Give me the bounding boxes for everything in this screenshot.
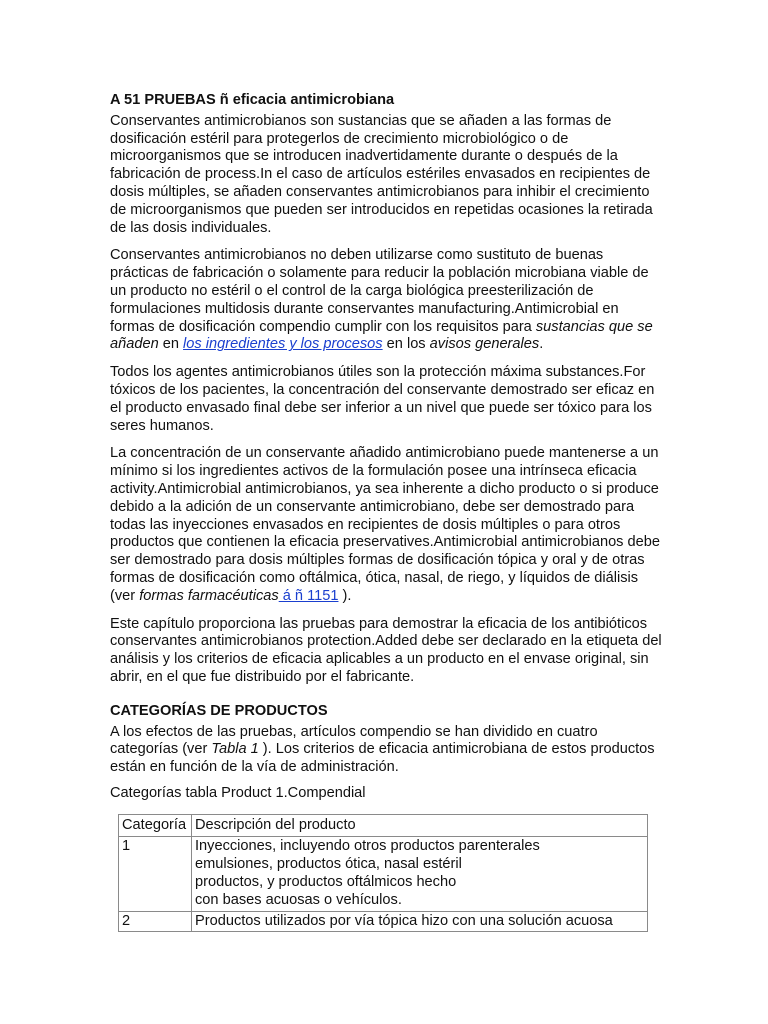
- italic-sustancias: sustancias que se añaden: [110, 318, 653, 353]
- paragraph-4-end: ).: [338, 587, 352, 604]
- description-cell: [192, 837, 648, 911]
- table-caption: Categorías tabla Product 1.Compendial: [110, 784, 366, 801]
- paragraph-2-text: Conservantes antimicrobianos no deben utilizarse como sustituto de buenas prácticas de fabricación o solamente para reducir la población microbiana viable de un producto no estéril o el control de la carga biológica preesterilización de formulaciones multidosis durante conservantes manufacturing.Antimicrobial en formas de dosificación compendio cumplir con los requisitos para: [110, 247, 649, 335]
- link-ingredientes-procesos[interactable]: los ingredientes y los procesos: [183, 336, 383, 353]
- header-categoria: Categoría: [119, 814, 192, 837]
- paragraph-1: Conservantes antimicrobianos son sustancias que se añaden a las formas de dosificación estéril para protegerlos de crecimiento microbiológico o de microorganismos que se introducen inadvertidamente durante o después de la fabricación de process.In el caso de artículos estériles envasados en recipientes de dosis múltiples, se añaden conservantes antimicrobianos para inhibir el crecimiento de microorganismos que pueden ser introducidos en repetidas ocasiones la retirada de las dosis individuales.: [110, 112, 653, 236]
- header-descripcion: Descripción del producto: [192, 814, 648, 837]
- paragraph-6-end: ). Los criterios de eficacia antimicrobiana de estos productos están en función de la vía de administración.: [110, 741, 655, 776]
- italic-formas-farmaceuticas: formas farmacéuticas: [139, 587, 279, 604]
- paragraph-4-text: La concentración de un conservante añadido antimicrobiano puede mantenerse a un mínimo si los ingredientes activos de la formulación posee una intrínseca eficacia activity.Antimicrobial antimicrobianos, ya sea inherente a dicho producto o si produce debido a la adición de un conservante antimicrobiano, debe ser demostrado para todas las inyecciones envasados en recipientes de dosis múltiples o para otros productos que contienen la eficacia preservatives.Antimicrobial antimicrobianos debe ser demostrado para dosis múltiples formas de dosificación tópica y oral y de otras formas de dosificación como oftálmica, ótica, nasal, de riego, y líquidos de diálisis (ver: [110, 445, 661, 604]
- section-title: CATEGORÍAS DE PRODUCTOS: [110, 702, 328, 719]
- paragraph-2-mid2: en los: [382, 336, 430, 353]
- table-header-row: [119, 814, 648, 837]
- paragraph-3: Todos los agentes antimicrobianos útiles son la protección máxima substances.For tóxicos de los pacientes, la concentración del conservante demostrado ser eficaz en el producto envasado final debe ser inferior a un nivel que puede ser tóxico para los seres humanos.: [110, 364, 655, 434]
- italic-avisos-generales: avisos generales: [429, 336, 540, 353]
- paragraph-2-end: .: [539, 336, 544, 353]
- description-line: Inyecciones, incluyendo otros productos parenterales: [195, 838, 540, 855]
- chapter-title: A 51 PRUEBAS ñ eficacia antimicrobiana: [110, 92, 395, 108]
- category-cell: 1: [119, 837, 192, 911]
- paragraph-2-mid: en: [158, 336, 184, 353]
- description-cell: [192, 911, 648, 932]
- paragraph-4: [110, 445, 662, 605]
- description-line: emulsiones, productos ótica, nasal estéril: [195, 856, 462, 873]
- description-line: Productos utilizados por vía tópica hizo con una solución acuosa: [195, 912, 613, 929]
- table-row: [119, 837, 648, 911]
- paragraph-2: [110, 247, 662, 354]
- description-line: con bases acuosas o vehículos.: [195, 891, 402, 908]
- document-content: [110, 92, 662, 932]
- paragraph-5: Este capítulo proporciona las pruebas para demostrar la eficacia de los antibióticos conservantes antimicrobianos protection.Added debe ser declarado en la etiqueta del análisis y los criterios de eficacia aplicables a un producto en el envase original, sin abrir, en el que fue distribuido por el fabricante.: [110, 615, 662, 685]
- paragraph-6-start: A los efectos de las pruebas, artículos compendio se han dividido en cuatro categorías (ver: [110, 723, 598, 758]
- link-1151[interactable]: á ñ 1151: [278, 587, 339, 604]
- paragraph-6: [110, 724, 662, 777]
- table-row: [119, 911, 648, 932]
- product-categories-table: [118, 814, 648, 933]
- italic-tabla-1: Tabla 1: [211, 741, 259, 758]
- description-line: productos, y productos oftálmicos hecho: [195, 874, 457, 891]
- category-cell: 2: [119, 911, 192, 932]
